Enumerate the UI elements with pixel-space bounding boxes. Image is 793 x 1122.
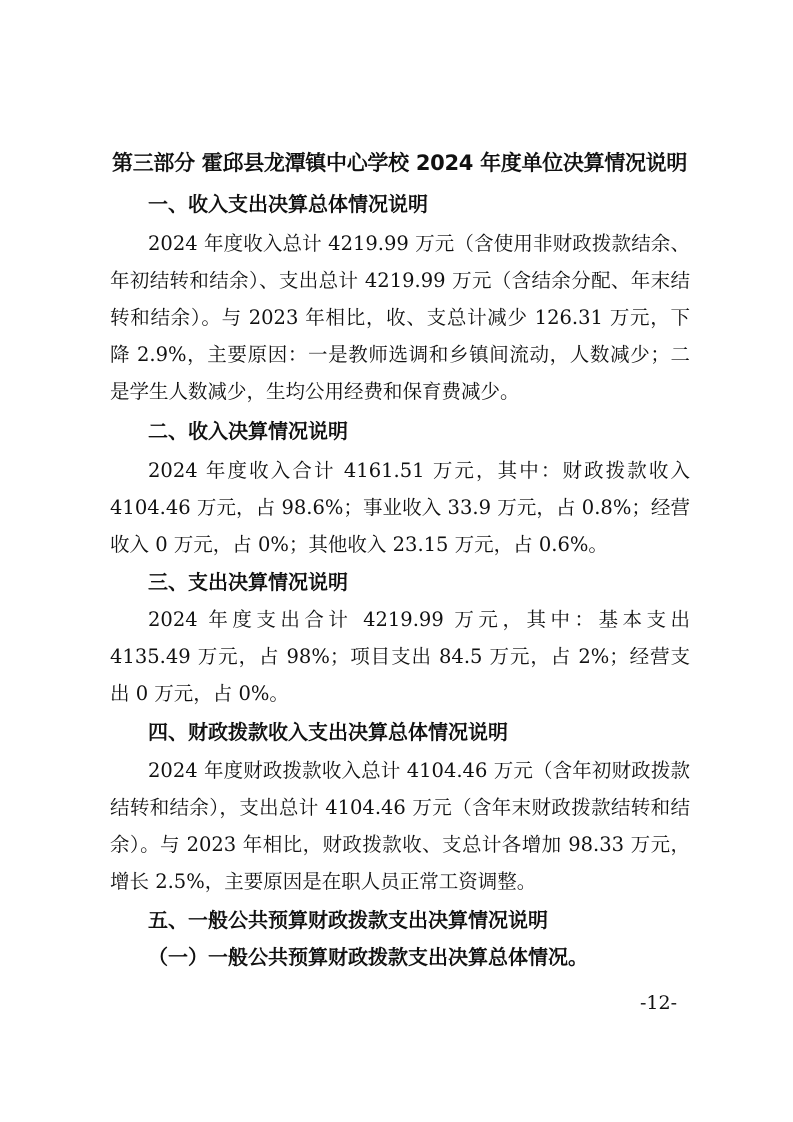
section-heading-3: 三、支出决算情况说明 [148,570,348,594]
page-number: -12- [640,992,678,1014]
section-heading-4: 四、财政拨款收入支出决算总体情况说明 [148,720,508,744]
section-heading-1: 一、收入支出决算总体情况说明 [148,192,428,216]
section-body-4: 2024 年度财政拨款收入总计 4104.46 万元（含年初财政拨款结转和结余），支出总计 4104.46 万元（含年末财政拨款结转和结余）。与 2023 年相比，财政拨款收、支总计各增加 98.33 万元，增长 2.5%，主要原因是在职人员正常工资调整。 [110,759,690,893]
page-title: 第三部分 霍邱县龙潭镇中心学校 2024 年度单位决算情况说明 [112,151,688,175]
section-body-3: 2024 年度支出合计 4219.99 万元，其中：基本支出 4135.49 万元，占 98%；项目支出 84.5 万元，占 2%；经营支出 0 万元，占 0%。 [110,608,690,705]
section-heading-5: 五、一般公共预算财政拨款支出决算情况说明 [148,908,548,932]
section-body-2: 2024 年度收入合计 4161.51 万元，其中：财政拨款收入 4104.46 万元，占 98.6%；事业收入 33.9 万元，占 0.8%；经营收入 0 万元，占 0%；其他收入 23.15 万元，占 0.6%。 [110,459,690,556]
subsection-heading: （一）一般公共预算财政拨款支出决算总体情况。 [148,945,588,969]
section-heading-2: 二、收入决算情况说明 [148,419,348,443]
section-body-1: 2024 年度收入总计 4219.99 万元（含使用非财政拨款结余、年初结转和结余）、支出总计 4219.99 万元（含结余分配、年末结转和结余）。与 2023 年相比，收、支总计减少 126.31 万元，下降 2.9%，主要原因：一是教师选调和乡镇间流动，人数减少；二是学生人数减少，生均公用经费和保育费减少。 [110,232,690,403]
